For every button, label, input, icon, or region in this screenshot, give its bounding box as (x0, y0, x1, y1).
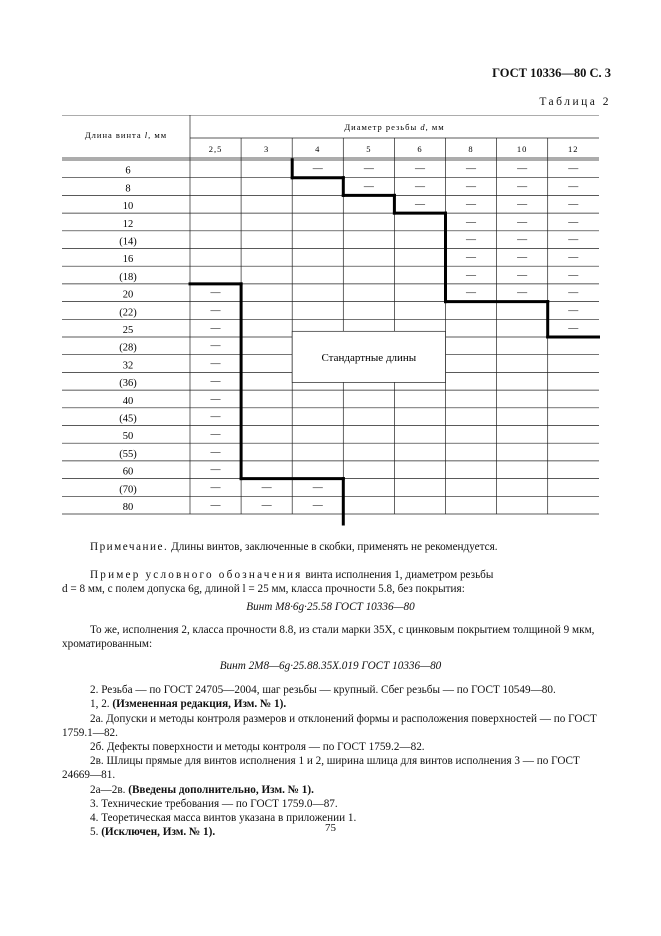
example-line1: винта исполнения 1, диаметром резьбы (302, 569, 494, 581)
dash-cell: — (210, 287, 221, 299)
diameter-header: Диаметр резьбы d, мм (344, 122, 445, 132)
dash-cell: — (466, 269, 477, 281)
req-1-2-prefix: 1, 2. (90, 698, 113, 711)
req-3: 3. Технические требования — по ГОСТ 1759.0—87. (90, 797, 338, 810)
dash-cell: — (568, 305, 579, 317)
dash-cell: — (568, 323, 579, 334)
dash-cell: — (210, 482, 221, 494)
dash-cell: — (414, 199, 425, 211)
req-4: 4. Теоретическая масса винтов указана в приложении 1. (90, 812, 357, 825)
req-1-2 (62, 697, 599, 711)
req-2: 2. Резьба — по ГОСТ 24705—2004, шаг резьбы — крупный. Сбег резьбы — по ГОСТ 10549—80. (90, 684, 556, 697)
dash-cell: — (517, 181, 528, 193)
length-value: (14) (119, 236, 137, 248)
length-value: 25 (122, 325, 134, 336)
dash-cell: — (568, 269, 579, 281)
dash-cell: — (261, 482, 272, 494)
dash-cell: — (210, 340, 221, 352)
diameter-value: 4 (315, 144, 321, 154)
example-para2: То же, исполнения 2, класса прочности 8.8, из стали марки 35Х, с цинковым покрытием толщиной 9 мкм, хроматированным: (62, 623, 595, 650)
length-value: 10 (122, 201, 134, 213)
length-diameter-table (62, 115, 600, 527)
dash-cell: — (210, 358, 221, 370)
req-2a-2v (62, 783, 599, 797)
length-value: 16 (122, 254, 134, 266)
diameter-value: 3 (264, 144, 270, 154)
dash-cell: — (517, 234, 528, 246)
length-value: 12 (122, 218, 134, 230)
designation-2: Винт 2M8—6g·25.88.35Х.019 ГОСТ 10336—80 (219, 660, 442, 673)
dash-cell: — (312, 500, 323, 511)
length-column-header: Длина винта l, мм (84, 130, 168, 140)
length-value: (36) (119, 378, 137, 390)
length-value: 80 (122, 502, 134, 513)
length-value: (55) (119, 448, 137, 460)
dash-cell: — (517, 269, 528, 281)
req-2b: 2б. Дефекты поверхности и методы контроля — по ГОСТ 1759.2—82. (90, 741, 425, 754)
dash-cell: — (466, 252, 477, 264)
example-label: Пример условного обозначения (90, 569, 303, 581)
page-header: ГОСТ 10336—80 С. 3 (492, 66, 611, 80)
length-value: 50 (122, 431, 134, 443)
dash-cell: — (210, 429, 221, 441)
dash-cell: — (568, 163, 579, 175)
length-value: 20 (122, 289, 134, 301)
dash-cell: — (210, 446, 221, 458)
req-2v: 2в. Шлицы прямые для винтов исполнения 1 и 2, ширина шлица для винтов исполнения 3 — по ГОСТ 24669—81. (62, 755, 580, 782)
dash-cell: — (466, 199, 477, 211)
table-caption: Таблица 2 (539, 96, 611, 108)
standard-lengths-label: Стандартные длины (321, 351, 417, 364)
dash-cell: — (312, 482, 323, 494)
diameter-value: 10 (516, 144, 528, 154)
diameter-value: 5 (366, 144, 372, 154)
dash-cell: — (517, 199, 528, 211)
dash-cell: — (568, 181, 579, 193)
diameter-value: 2,5 (208, 144, 223, 154)
page-number: 75 (325, 822, 336, 834)
dash-cell: — (261, 500, 272, 511)
dash-cell: — (414, 163, 425, 175)
length-value: 60 (122, 466, 134, 478)
dash-cell: — (517, 287, 528, 299)
designation-example (62, 568, 599, 839)
dash-cell: — (517, 163, 528, 175)
example-line2: d = 8 мм, с полем допуска 6g, длиной l = 25 мм, класса прочности 5.8, без покрытия: (62, 583, 465, 596)
dash-cell: — (568, 216, 579, 228)
dash-cell: — (568, 234, 579, 246)
length-value: (45) (119, 413, 137, 425)
dash-cell: — (210, 464, 221, 476)
dash-cell: — (210, 393, 221, 405)
dash-cell: — (210, 305, 221, 317)
dash-cell: — (312, 163, 323, 175)
note-text: Длины винтов, заключенные в скобки, применять не рекомендуется. (168, 541, 498, 553)
diameter-value: 12 (568, 144, 579, 154)
length-value: (18) (119, 271, 137, 283)
dash-cell: — (210, 323, 221, 334)
length-value: 6 (125, 165, 131, 177)
dash-cell: — (210, 411, 221, 423)
designation-1: Винт M8·6g·25.58 ГОСТ 10336—80 (246, 601, 415, 614)
diameter-value: 6 (417, 144, 423, 154)
dash-cell: — (210, 376, 221, 388)
dash-cell: — (568, 252, 579, 264)
dash-cell: — (466, 287, 477, 299)
length-value: 8 (125, 183, 131, 195)
dash-cell: — (466, 181, 477, 193)
req-1-2-amend: (Измененная редакция, Изм. № 1). (112, 698, 287, 711)
dash-cell: — (517, 252, 528, 264)
dash-cell: — (414, 181, 425, 193)
req-5-amend: (Исключен, Изм. № 1). (101, 826, 216, 839)
length-value: 40 (122, 395, 134, 407)
req-5-prefix: 5. (90, 826, 102, 839)
dash-cell: — (517, 216, 528, 228)
diameter-value: 8 (468, 144, 474, 154)
req-2a: 2а. Допуски и методы контроля размеров и отклонений формы и расположения поверхностей — по ГОСТ 1759.1—82. (62, 712, 597, 739)
dash-cell: — (568, 199, 579, 211)
length-value: 32 (122, 360, 134, 372)
dash-cell: — (568, 287, 579, 299)
note-label: Примечание. (90, 541, 169, 553)
dash-cell: — (466, 216, 477, 228)
dash-cell: — (466, 234, 477, 246)
req-2a-2v-amend: (Введены дополнительно, Изм. № 1). (128, 783, 314, 796)
length-value: (28) (119, 342, 137, 354)
dash-cell: — (210, 500, 221, 511)
dash-cell: — (363, 181, 374, 193)
dash-cell: — (363, 163, 374, 175)
req-2a-2v-prefix: 2а—2в. (90, 783, 129, 796)
length-value: (70) (119, 484, 137, 496)
length-value: (22) (119, 307, 137, 319)
dash-cell: — (466, 163, 477, 175)
table-note (62, 540, 599, 554)
